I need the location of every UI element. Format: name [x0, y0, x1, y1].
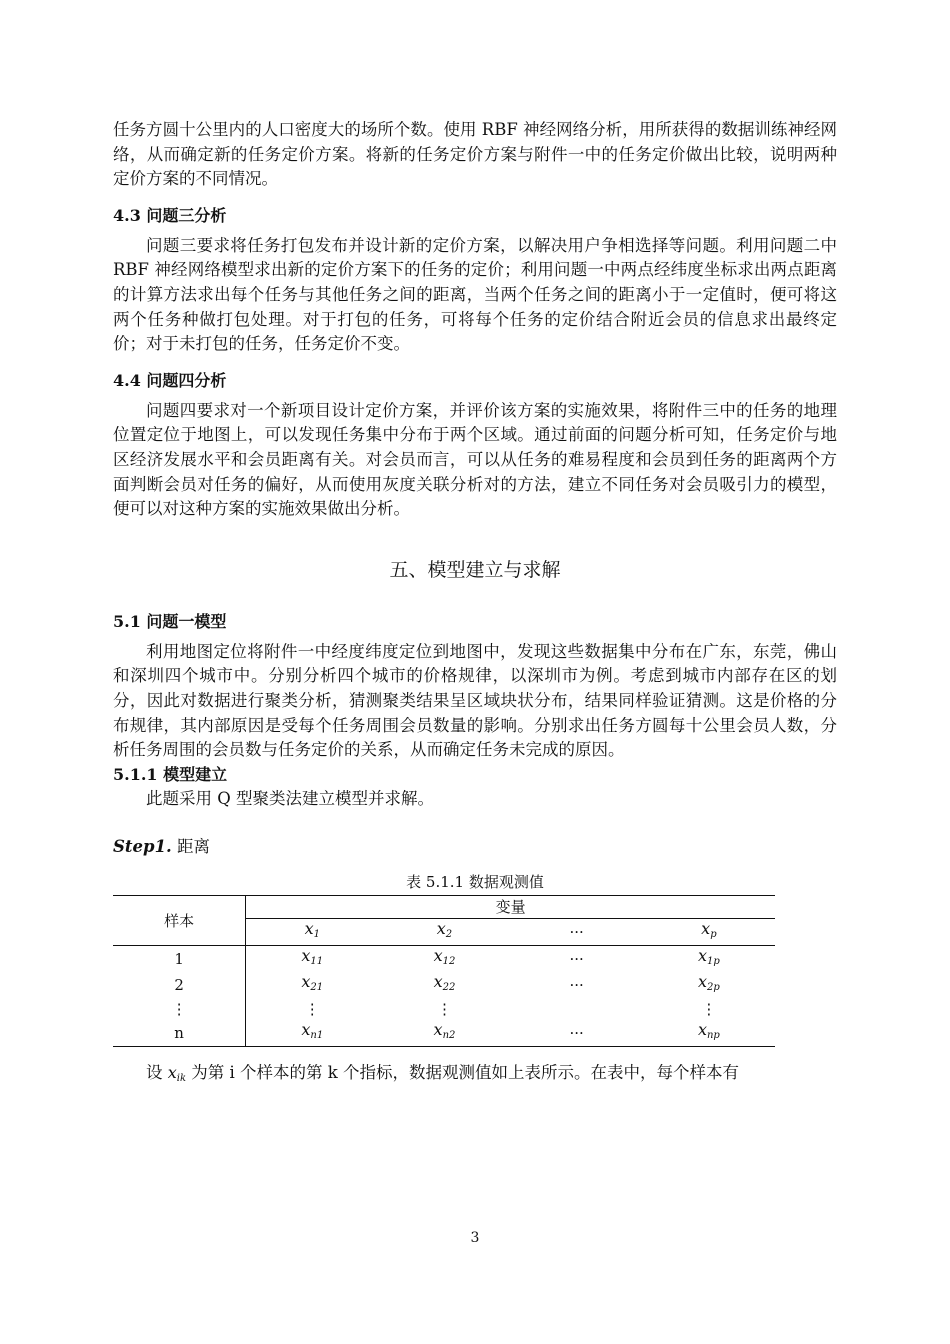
paragraph-4: 利用地图定位将附件一中经度纬度定位到地图中，发现这些数据集中分布在广东，东莞，佛山和深圳四个城市中。分别分析四个城市的价格规律，以深圳市为例。考虑到城市内部存在区的划分，因此对数据进行聚类分析，猜测聚类结果呈区域块状分布，结果同样验证猜测。这是价格的分布规律，其内部原因是受每个任务周围会员数量的影响。分别求出任务方圆每十公里会员人数，分析任务周围的会员数与任务定价的关系，从而确定任务未完成的原因。: [113, 641, 837, 760]
variable-header-4: [643, 919, 775, 946]
table-cell: [246, 1020, 379, 1047]
variable-header-4-subscript: p: [710, 929, 717, 941]
step-line: [113, 835, 837, 859]
table-cell-subscript: 12: [442, 956, 456, 968]
table-cell: ···: [569, 950, 584, 969]
paragraph-5: 此题采用 Q 型聚类法建立模型并求解。: [146, 788, 435, 808]
table-cell: ⋮: [436, 1000, 452, 1019]
table-cell-subscript: 22: [442, 982, 456, 994]
row-label: 2: [113, 972, 246, 998]
variable-x: x: [167, 1063, 177, 1083]
table-cell: [643, 972, 775, 998]
page-number: 3: [470, 1230, 480, 1246]
table-cell: ⋮: [701, 1000, 717, 1019]
table-cell-symbol: $x_{1p}$: [697, 946, 720, 968]
table-cell: ···: [569, 976, 584, 995]
variable-header-2-subscript: 2: [445, 929, 453, 941]
row-label: ⋮: [113, 998, 246, 1020]
table-cell-symbol: $x_{np}$: [697, 1020, 720, 1042]
variable-header-1-subscript: 1: [313, 929, 320, 941]
table-cell-symbol: $x_{12}$: [433, 946, 456, 968]
table-row: [113, 972, 775, 998]
section-heading-5-1: 5.1 问题一模型: [113, 611, 227, 631]
table-cell-symbol: $x_{22}$: [433, 972, 456, 994]
paragraph-6: [113, 1061, 837, 1092]
variable-header-1: [246, 919, 379, 946]
table-cell-subscript: 11: [310, 956, 324, 968]
table-cell-subscript: 2p: [707, 982, 720, 994]
table-cell-symbol: $x_{11}$: [301, 946, 324, 968]
table-cell: [643, 946, 775, 973]
section-heading-4-3: 4.3 问题三分析: [113, 205, 227, 225]
table-cell: ⋮: [304, 1000, 320, 1019]
paragraph-1: 任务方圆十公里内的人口密度大的场所个数。使用 RBF 神经网络分析，用所获得的数据训练神经网络，从而确定新的任务定价方案。将新的任务定价方案与附件一中的任务定价做出比较，说明两种定价方案的不同情况。: [113, 120, 837, 189]
variable-header-4-symbol: $x_p$: [701, 919, 717, 941]
table-cell: [378, 972, 510, 998]
table-cell: [246, 946, 379, 973]
table-cell-symbol: $x_{21}$: [301, 972, 324, 994]
row-label: 1: [113, 946, 246, 973]
table-row: [113, 946, 775, 973]
section-heading-5-1-1: 5.1.1 模型建立: [113, 764, 228, 784]
step-label: Step1.: [113, 837, 172, 857]
step-text: 距离: [171, 837, 211, 857]
table-row: [113, 1020, 775, 1047]
variable-header-1-symbol: $x_1$: [304, 919, 320, 941]
table-cell-subscript: np: [706, 1030, 720, 1042]
table-cell: [378, 1020, 510, 1047]
variable-header-3: ···: [511, 919, 643, 946]
paragraph-3: 问题四要求对一个新项目设计定价方案，并评价该方案的实施效果，将附件三中的任务的地理位置定位于地图上，可以发现任务集中分布于两个区域。通过前面的问题分析可知，任务定价与地区经济发展水平和会员距离有关。对会员而言，可以从任务的难易程度和会员到任务的距离两个方面判断会员对任务的偏好，从而使用灰度关联分析对的方法，建立不同任务对会员吸引力的模型，便可以对这种方案的实施效果做出分析。: [113, 400, 837, 519]
variable-x-ik: [167, 1063, 187, 1085]
table-cell-subscript: 21: [310, 982, 324, 994]
variable-header-2-symbol: $x_2$: [436, 919, 453, 941]
document-page: [113, 118, 837, 1092]
table-cell-subscript: n1: [310, 1030, 324, 1042]
variable-subscript: ik: [176, 1073, 187, 1085]
row-label: n: [113, 1020, 246, 1047]
table-row: [113, 998, 775, 1020]
variable-header-2: [378, 919, 510, 946]
table-cell: [511, 998, 643, 1020]
section-heading-4-4: 4.4 问题四分析: [113, 370, 227, 390]
table-cell: [246, 972, 379, 998]
paragraph-2: 问题三要求将任务打包发布并设计新的定价方案，以解决用户争相选择等问题。利用问题二中 RBF 神经网络模型求出新的定价方案下的任务的定价；利用问题一中两点经纬度坐标求出两点距离的计算方法求出每个任务与其他任务之间的距离，当两个任务之间的距离小于一定值时，便可将这两个任务种做打包处理。对于打包的任务，可将每个任务的定价结合附近会员的信息求出最终定价；对于未打包的任务，任务定价不变。: [113, 235, 837, 354]
table-cell: [378, 946, 510, 973]
paragraph-6-post: 为第 i 个样本的第 k 个指标，数据观测值如上表所示。在表中，每个样本有: [186, 1063, 740, 1083]
header-sample: 样本: [113, 896, 246, 946]
table-caption: 表 5.1.1 数据观测值: [406, 873, 544, 892]
table-cell: [643, 1020, 775, 1047]
observation-table: [113, 895, 775, 1047]
header-variables: 变量: [246, 896, 775, 919]
chapter-heading: 五、模型建立与求解: [389, 558, 561, 581]
table-cell-subscript: n2: [442, 1030, 456, 1042]
table-cell-symbol: $x_{n1}$: [301, 1020, 324, 1042]
paragraph-6-pre: 设: [146, 1063, 168, 1083]
table-cell: ···: [511, 1020, 643, 1047]
table-cell-symbol: $x_{n2}$: [433, 1020, 456, 1042]
table-body: [113, 946, 775, 1047]
table-cell-symbol: $x_{2p}$: [697, 972, 720, 994]
table-cell-subscript: 1p: [707, 956, 720, 968]
